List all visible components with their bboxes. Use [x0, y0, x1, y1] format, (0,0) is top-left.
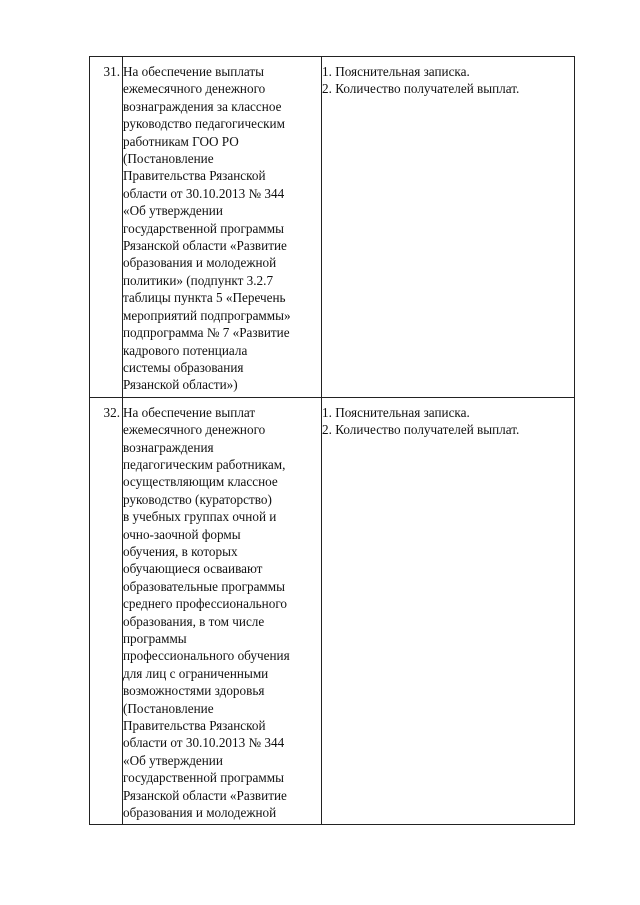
- description-line: государственной программы: [123, 770, 284, 786]
- description-line: (Постановление: [123, 700, 214, 716]
- description-line: кадрового потенциала: [123, 342, 248, 358]
- description-line: руководство педагогическим: [123, 116, 285, 132]
- description-line: подпрограмма № 7 «Развитие: [123, 325, 290, 341]
- document-item: 2. Количество получателей выплат.: [322, 422, 520, 438]
- row-description: [123, 57, 321, 397]
- description-line: На обеспечение выплаты: [123, 64, 265, 79]
- description-line: системы образования: [123, 359, 244, 375]
- description-line: руководство (кураторство): [123, 491, 272, 507]
- description-line: образования, в том числе: [123, 613, 265, 629]
- description-line: области от 30.10.2013 № 344: [123, 735, 285, 751]
- description-line: ежемесячного денежного: [123, 422, 266, 438]
- table-row: [90, 57, 575, 398]
- description-line: работникам ГОО РО: [123, 133, 239, 149]
- description-line: вознаграждения за классное: [123, 98, 282, 114]
- description-line: среднего профессионального: [123, 596, 287, 612]
- description-line: для лиц с ограниченными: [123, 665, 269, 681]
- description-line: Рязанской области»): [123, 377, 238, 393]
- description-line: области от 30.10.2013 № 344: [123, 185, 285, 201]
- table-row: [90, 397, 575, 825]
- description-line: (Постановление: [123, 151, 214, 167]
- description-line: образования и молодежной: [123, 805, 277, 821]
- row-number: 32.: [103, 404, 120, 420]
- row-documents: [322, 398, 574, 439]
- description-line: программы: [123, 631, 187, 646]
- documents-table: [89, 56, 575, 825]
- description-line: осуществляющим классное: [123, 474, 278, 490]
- description-line: На обеспечение выплат: [123, 404, 256, 420]
- description-line: таблицы пункта 5 «Перечень: [123, 290, 286, 306]
- description-line: в учебных группах очной и: [123, 509, 277, 525]
- row-number-cell: [90, 397, 123, 825]
- description-line: образования и молодежной: [123, 255, 277, 271]
- row-number-cell: [90, 57, 123, 398]
- description-line: возможностями здоровья: [123, 683, 265, 699]
- description-line: «Об утверждении: [123, 752, 223, 768]
- row-documents-cell: [322, 57, 575, 398]
- document-item: 1. Пояснительная записка.: [322, 64, 470, 79]
- row-description-cell: [123, 57, 322, 398]
- row-description-cell: [123, 397, 322, 825]
- description-line: вознаграждения: [123, 439, 214, 455]
- description-line: Рязанской области «Развитие: [123, 238, 287, 254]
- description-line: педагогическим работникам,: [123, 456, 286, 472]
- description-line: «Об утверждении: [123, 203, 223, 219]
- description-line: государственной программы: [123, 220, 284, 236]
- row-number: 31.: [103, 64, 120, 79]
- document-item: 2. Количество получателей выплат.: [322, 81, 520, 97]
- document-item: 1. Пояснительная записка.: [322, 404, 470, 420]
- description-line: обучения, в которых: [123, 543, 238, 559]
- description-line: профессионального обучения: [123, 648, 290, 664]
- description-line: политики» (подпункт 3.2.7: [123, 272, 274, 288]
- description-line: обучающиеся осваивают: [123, 561, 263, 577]
- description-line: ежемесячного денежного: [123, 81, 266, 97]
- description-line: Рязанской области «Развитие: [123, 787, 287, 803]
- row-description: [123, 398, 321, 825]
- description-line: мероприятий подпрограммы»: [123, 307, 291, 323]
- row-documents-cell: [322, 397, 575, 825]
- description-line: Правительства Рязанской: [123, 168, 266, 184]
- row-documents: [322, 57, 574, 98]
- description-line: Правительства Рязанской: [123, 718, 266, 734]
- description-line: образовательные программы: [123, 578, 285, 594]
- description-line: очно-заочной формы: [123, 526, 241, 542]
